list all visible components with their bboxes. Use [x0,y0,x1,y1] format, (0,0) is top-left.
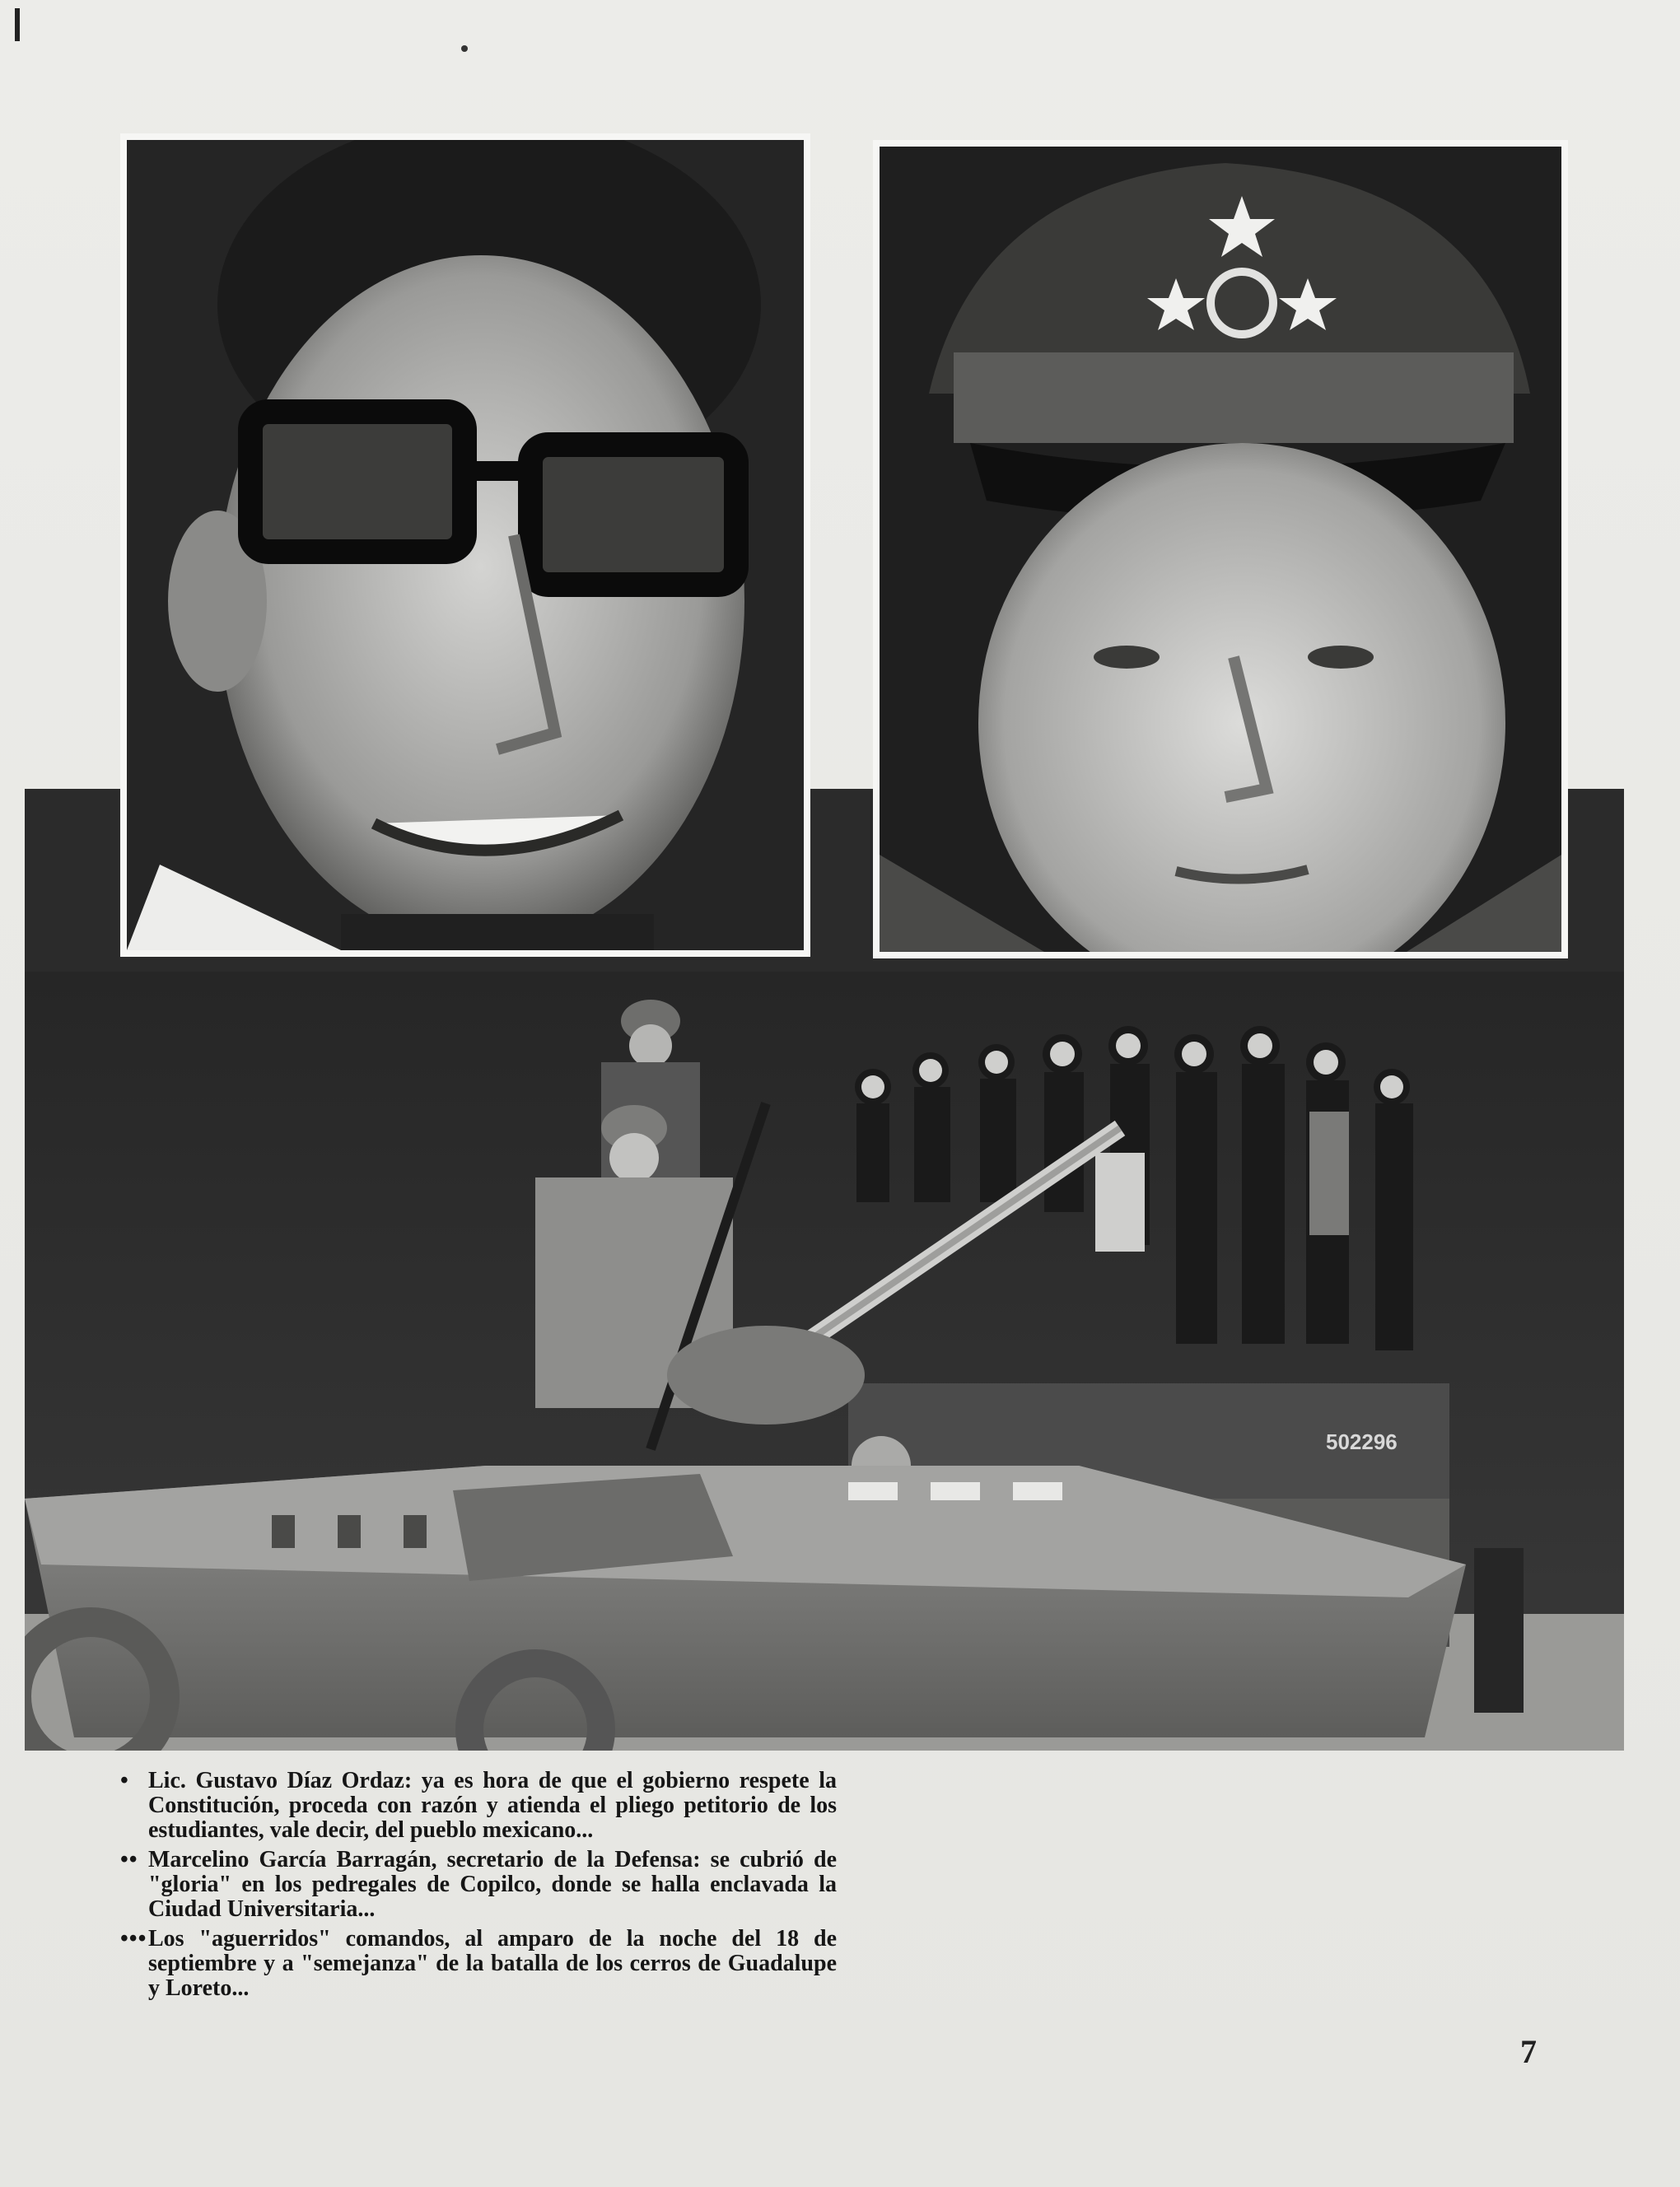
caption-text: Los "aguerridos" comandos, al amparo de la noche del 18 de septiembre y a "semejanza" de la batalla de los cerros de Guadalupe y Loreto... [148,1926,837,2001]
caption-marker: • [120,1768,129,1793]
binding-mark [15,8,20,41]
print-speck [461,45,468,52]
caption-marker: •• [120,1847,138,1872]
caption-text: Lic. Gustavo Díaz Ordaz: ya es hora de que el gobierno respete la Constitución, proceda con razón y atienda el pliego petitorio de los estudiantes, vale decir, del pueblo mexicano... [148,1768,837,1843]
caption-3 [120,1927,837,2001]
portrait-garcia-barragan [873,140,1568,958]
photo-captions [120,1769,837,2006]
vehicle-number: 502296 [1326,1429,1398,1454]
general-in-uniform-portrait [880,147,1561,952]
caption-marker: ••• [120,1926,147,1952]
caption-1 [120,1769,837,1843]
portrait-diaz-ordaz [120,133,810,957]
caption-2 [120,1848,837,1922]
man-with-glasses-portrait [127,140,804,950]
page-number: 7 [1520,2033,1537,2070]
armored-vehicle-photo [25,972,1624,1751]
caption-text: Marcelino García Barragán, secretario de la Defensa: se cubrió de "gloria" en los pedregales de Copilco, donde se halla enclavada la Ciudad Universitaria... [148,1847,837,1922]
armored-vehicle-illustration [25,972,1624,1751]
